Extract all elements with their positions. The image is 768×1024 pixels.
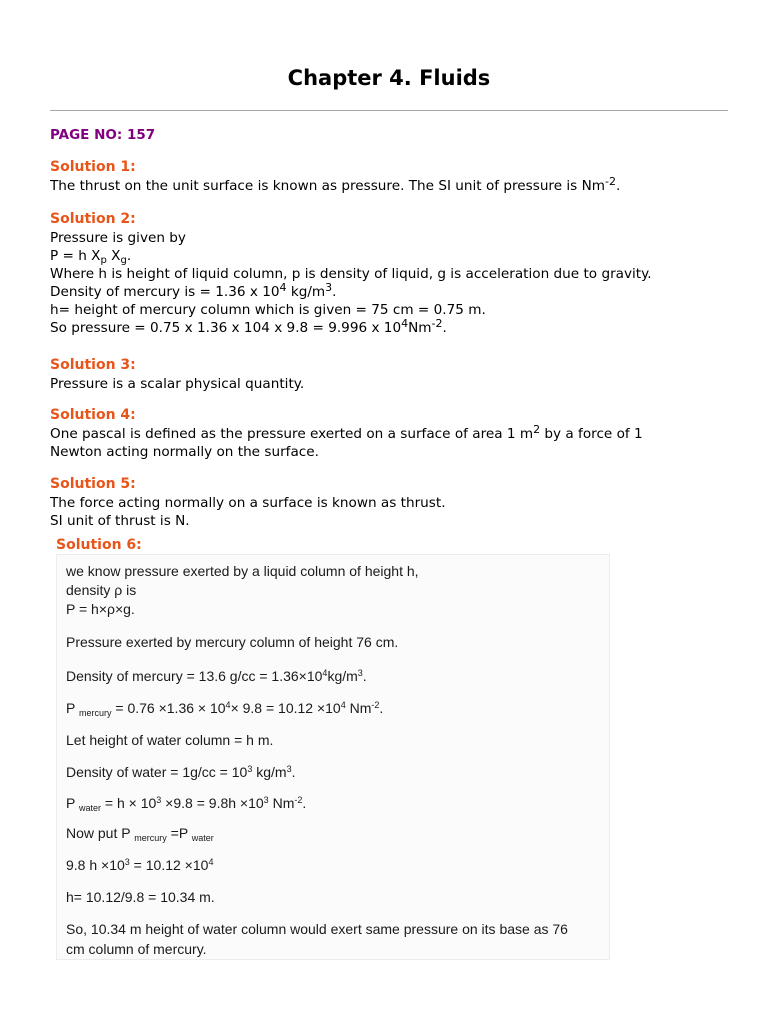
scan-line: Density of water = $1g/cc = 10^3$ $kg/m^3$.	[66, 764, 296, 780]
solution-4	[50, 406, 643, 461]
solution-line: Pressure is given by	[50, 230, 186, 246]
solution-line: Pressure is a scalar physical quantity.	[50, 376, 305, 392]
solution-line: Where h is height of liquid column, p is density of liquid, g is acceleration due to gravity.	[50, 266, 652, 282]
solution-line: The force acting normally on a surface is known as thrust.	[50, 495, 446, 511]
scan-line: Pressure exerted by mercury column of height 76 cm.	[66, 634, 399, 650]
scan-line: density ρ is	[66, 582, 137, 598]
scan-line: Let height of water column = h m.	[66, 732, 274, 748]
scan-line: P $_{water} = h \times 10^3 \times 9.8 = 9.8h \times 10^3$ $Nm^{-2}$.	[66, 795, 307, 813]
solution-heading: Solution 6:	[56, 537, 142, 553]
scan-line: 9.8 $h \times 10^3 = 10.12 \times 10^4$	[66, 857, 214, 873]
solution-line: Newton acting normally on the surface.	[50, 444, 319, 460]
title-divider	[50, 110, 728, 111]
solution-heading: Solution 2:	[50, 211, 136, 227]
solution-5	[50, 475, 446, 530]
solution-line: SI unit of thrust is N.	[50, 513, 190, 529]
solution-text: The thrust on the unit surface is known as pressure. The SI unit of pressure is $Nm^{-2}$.	[50, 175, 621, 194]
scan-line: P $_{mercury} = 0.76 \times 1.36 \times 10^4\times 9.8 = 10.12 \times 10^4$ $Nm^{-2}$.	[66, 700, 384, 718]
solution-line: One pascal is defined as the pressure exerted on a surface of area 1 $m^2$ by a force of 1	[50, 423, 643, 442]
scan-line: So, 10.34 m height of water column would exert same pressure on its base as 76	[66, 921, 568, 937]
page-title: Chapter 4. Fluids	[287, 66, 491, 90]
solution-1	[50, 158, 620, 195]
scan-line: cm column of mercury.	[66, 941, 207, 957]
solution-line: Density of mercury is = 1.36 x $10^4$ $kg/m^3$.	[50, 281, 337, 300]
solution-2	[50, 210, 652, 337]
solution-3	[50, 356, 304, 393]
solution-line: So pressure = 0.75 x 1.36 x 104 x 9.8 = 9.996 x $10^4Nm^{-2}$.	[50, 317, 447, 336]
solution-heading: Solution 5:	[50, 476, 136, 492]
solution-formula: P = h $X_p$ $X_g$.	[50, 248, 132, 266]
scan-line: P = h×ρ×g.	[66, 601, 135, 617]
solution-heading: Solution 1:	[50, 159, 136, 175]
scan-line: h= 10.12/9.8 = 10.34 m.	[66, 889, 215, 905]
solution-6-scanned-image	[56, 554, 610, 960]
solution-line: h= height of mercury column which is given = 75 cm = 0.75 m.	[50, 302, 486, 318]
solution-heading: Solution 4:	[50, 407, 136, 423]
page-number: PAGE NO: 157	[50, 127, 156, 143]
scan-line: Density of mercury = 13.6 $g/cc = 1.36\times 10^4kg/m^3$.	[66, 668, 367, 684]
scan-line: Now put P $_{mercury}$ =P $_{water}$	[66, 825, 214, 843]
solution-heading: Solution 3:	[50, 357, 136, 373]
scan-line: we know pressure exerted by a liquid column of height h,	[66, 563, 419, 579]
